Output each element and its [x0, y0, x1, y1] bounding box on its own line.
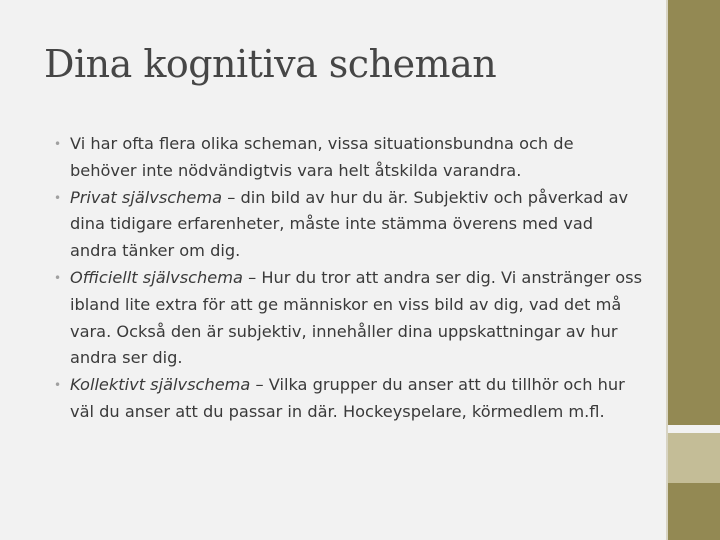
bullet-list [52, 131, 642, 426]
bullet-item [52, 372, 642, 426]
bullet-term: Officiellt självschema [70, 267, 243, 287]
side-accent-bar-bottom [666, 483, 720, 540]
bullet-item [52, 185, 642, 265]
bullet-text: – din bild av hur du är. Subjektiv och påverkad av dina tidigare erfarenheter, måste inte stämma överens med vad andra tänker om dig. [70, 187, 629, 261]
bullet-term: Privat självschema [70, 187, 223, 207]
bullet-text: – Hur du tror att andra ser dig. Vi anstränger oss ibland lite extra för att ge människor en viss bild av dig, vad det må vara. Också den är subjektiv, innehåller dina uppskattningar av hur andra ser dig. [70, 267, 643, 368]
bullet-text: Vi har ofta flera olika scheman, vissa situationsbundna och de behöver inte nödvändigtvis vara helt åtskilda varandra. [70, 134, 574, 180]
bullet-item [52, 131, 642, 185]
bullet-text: – Vilka grupper du anser att du tillhör och hur väl du anser att du passar in där. Hockeyspelare, körmedlem m.fl. [70, 375, 625, 421]
slide-title: Dina kognitiva scheman [44, 42, 497, 86]
bullet-dot-icon: • [54, 378, 62, 393]
side-accent-block [666, 433, 720, 483]
bullet-dot-icon: • [54, 137, 62, 151]
side-divider [666, 0, 668, 540]
side-accent-bar-top [666, 0, 720, 425]
bullet-dot-icon: • [54, 270, 62, 285]
bullet-dot-icon: • [54, 190, 62, 205]
bullet-term: Kollektivt självschema [70, 375, 251, 395]
bullet-item [52, 265, 642, 372]
